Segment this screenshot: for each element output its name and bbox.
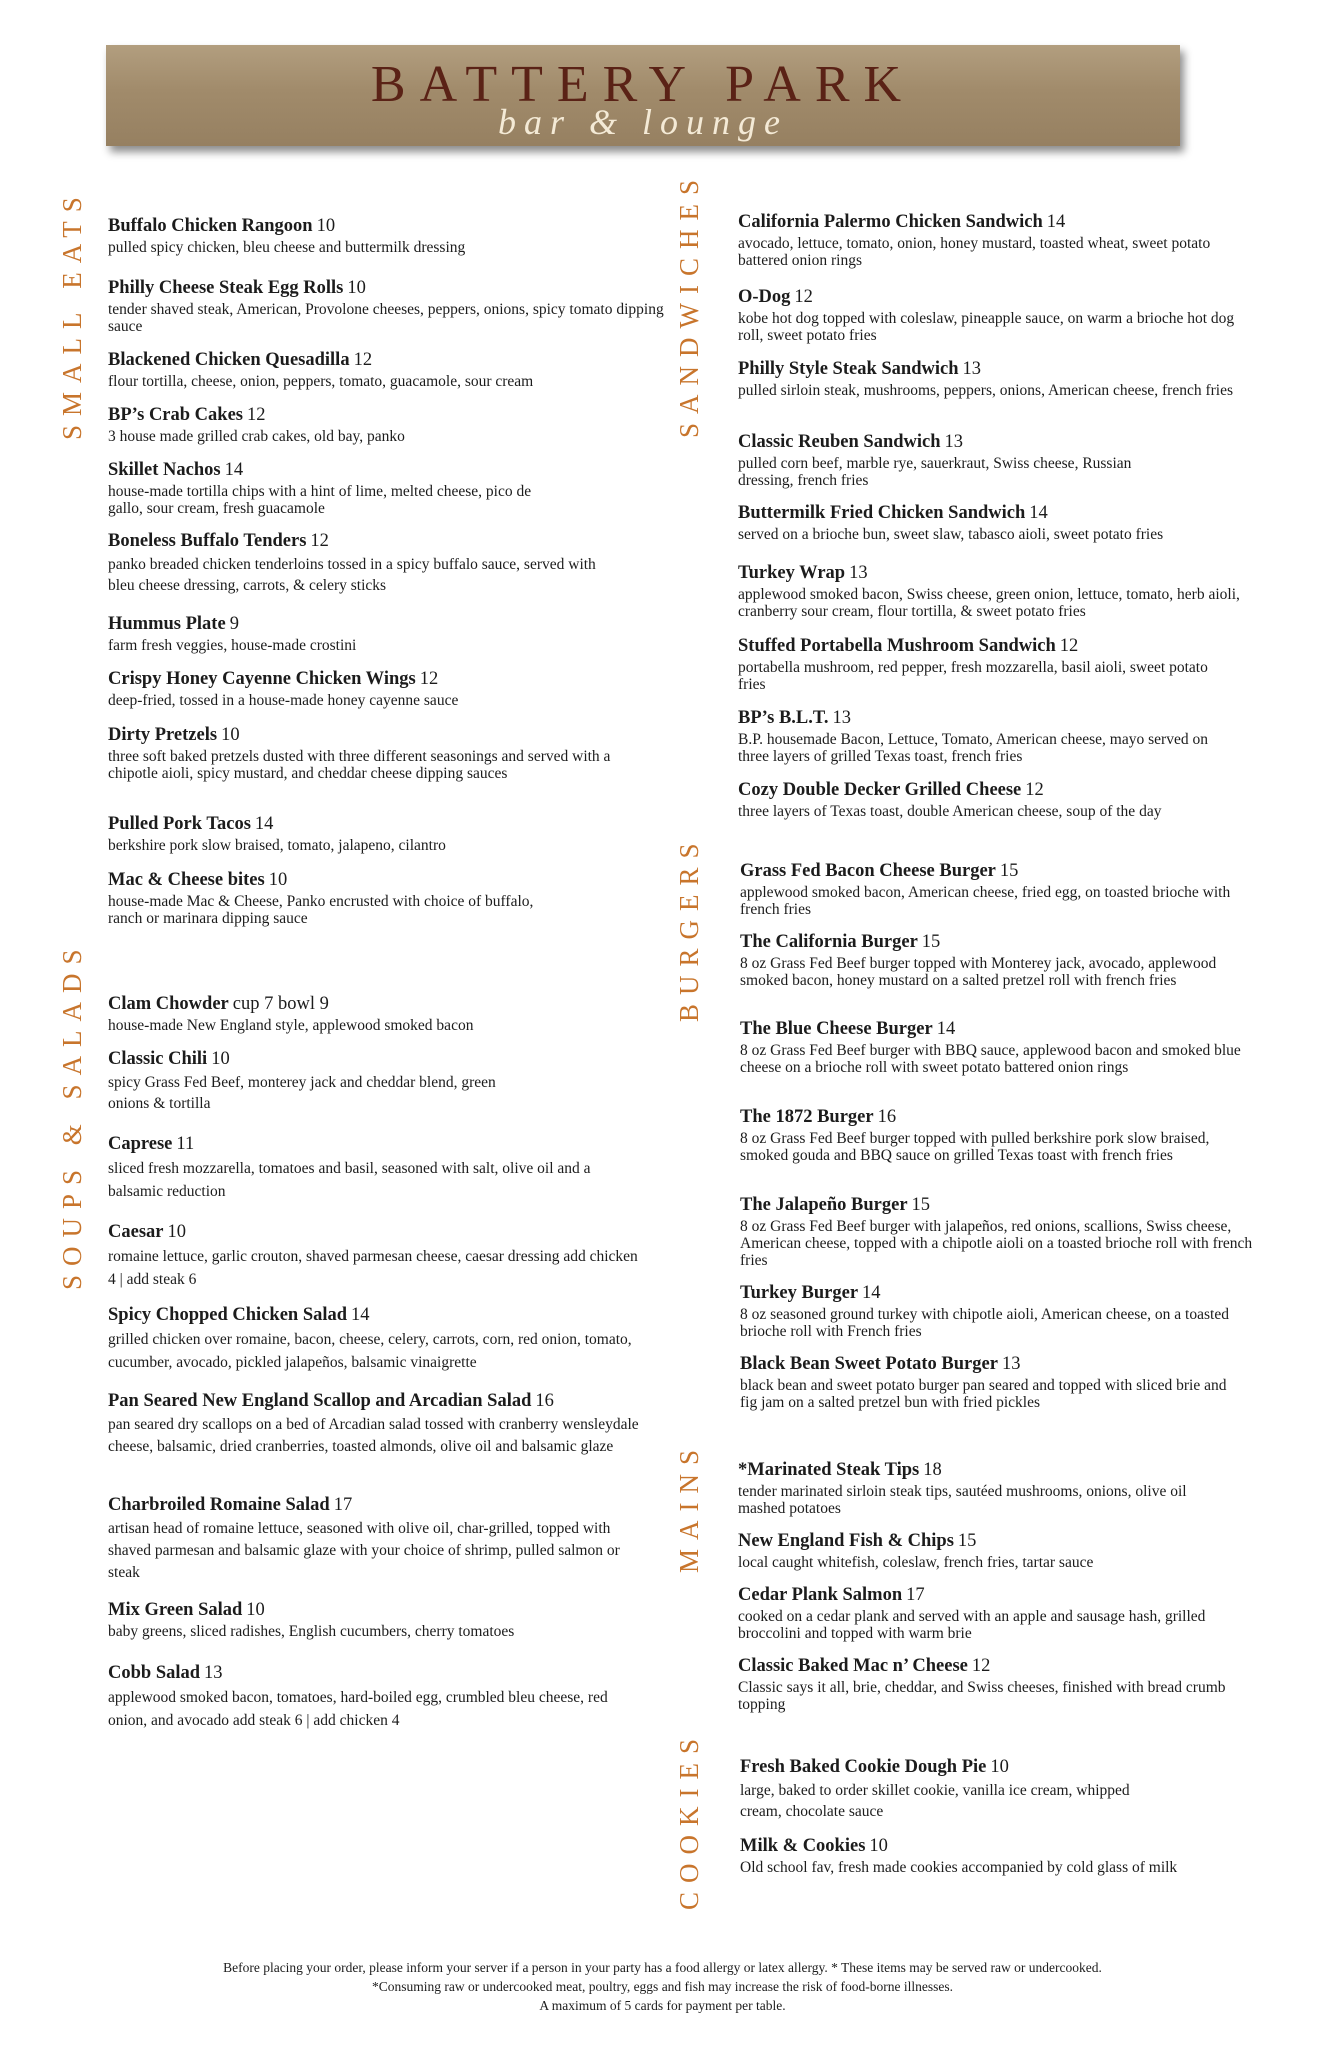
item-description: house-made Mac & Cheese, Panko encrusted with choice of buffalo, ranch or marinara dipping sauce (108, 893, 534, 927)
item-description: berkshire pork slow braised, tomato, jalapeno, cilantro (108, 837, 446, 854)
item-name: Classic Baked Mac n’ Cheese (738, 1656, 968, 1676)
menu-item (108, 1391, 668, 1458)
item-name: Spicy Chopped Chicken Salad (108, 1305, 348, 1325)
menu-item (740, 1195, 1270, 1269)
item-price: 14 (936, 1019, 956, 1039)
menu-item (738, 708, 1268, 765)
item-description: panko breaded chicken tenderloins tossed in a spicy buffalo sauce, served with bleu cheese dressing, carrots, & celery sticks (108, 556, 596, 594)
item-description: cooked on a cedar plank and served with an apple and sausage hash, grilled broccolini and topped with warm brie (738, 1608, 1206, 1642)
menu-item (108, 1049, 668, 1114)
item-price: 9 (229, 614, 239, 634)
menu-item (108, 1600, 668, 1640)
item-price: 12 (310, 531, 329, 551)
item-name: Milk & Cookies (740, 1836, 866, 1856)
item-price: 12 (794, 287, 813, 307)
menu-item (740, 861, 1270, 918)
item-description: kobe hot dog topped with coleslaw, pineapple sauce, on warm a brioche hot dog roll, sweet potato fries (738, 310, 1235, 344)
menu-item (740, 1354, 1270, 1411)
item-name: Skillet Nachos (108, 460, 221, 480)
menu-item (740, 1757, 1270, 1822)
item-price: 15 (999, 861, 1019, 881)
item-description: pulled sirloin steak, mushrooms, peppers, onions, American cheese, french fries (738, 382, 1234, 399)
menu-item (738, 359, 1268, 399)
item-price: 12 (971, 1656, 991, 1676)
item-price-options: cup 7 bowl 9 (232, 994, 329, 1014)
restaurant-name: BATTERY PARK (370, 56, 916, 113)
item-description: romaine lettuce, garlic crouton, shaved parmesan cheese, caesar dressing add chicken 4 | add steak 6 (108, 1248, 638, 1288)
item-price: 10 (221, 725, 240, 745)
item-description: portabella mushroom, red pepper, fresh mozzarella, basil aioli, sweet potato fries (738, 659, 1208, 693)
item-description: house-made New England style, applewood smoked bacon (108, 1017, 474, 1034)
item-name: Caesar (108, 1222, 164, 1242)
menu-item (108, 1222, 668, 1291)
item-name: Dirty Pretzels (108, 725, 218, 745)
item-description: Classic says it all, brie, cheddar, and Swiss cheeses, finished with bread crumb topping (738, 1679, 1226, 1713)
item-name: Blackened Chicken Quesadilla (108, 350, 350, 370)
item-price: 11 (176, 1134, 195, 1154)
item-name: Stuffed Portabella Mushroom Sandwich (738, 636, 1056, 656)
section-label-burgers: BURGERS (674, 834, 704, 1022)
menu-item (738, 1585, 1268, 1642)
item-name: Mac & Cheese bites (108, 870, 265, 890)
item-price: 13 (849, 563, 868, 583)
menu-item (738, 1531, 1268, 1571)
menu-item (108, 1305, 668, 1374)
menu-item (738, 563, 1268, 620)
item-description: house-made tortilla chips with a hint of lime, melted cheese, pico de gallo, sour cream, fresh guacamole (108, 483, 532, 517)
item-name: The 1872 Burger (740, 1107, 874, 1127)
item-price: 14 (224, 460, 244, 480)
menu-item (108, 1495, 668, 1584)
menu-item (108, 216, 668, 256)
item-price: 14 (254, 814, 274, 834)
menu-item (108, 1663, 668, 1732)
menu-item (108, 994, 668, 1034)
item-description: 8 oz Grass Fed Beef burger topped with Monterey jack, avocado, applewood smoked bacon, honey mustard on a salted pretzel roll with french fries (740, 955, 1217, 989)
item-price: 12 (353, 350, 373, 370)
item-name: O-Dog (738, 287, 791, 307)
item-name: Cedar Plank Salmon (738, 1585, 903, 1605)
allergy-disclaimer (0, 1958, 1325, 2015)
item-price: 14 (862, 1283, 881, 1303)
item-name: The Blue Cheese Burger (740, 1019, 933, 1039)
item-description: served on a brioche bun, sweet slaw, tabasco aioli, sweet potato fries (738, 526, 1164, 543)
item-description: artisan head of romaine lettuce, seasoned with olive oil, char-grilled, topped with shaved parmesan and balsamic glaze with your choice of shrimp, pulled salmon or steak (108, 1520, 620, 1581)
item-name: Turkey Wrap (738, 563, 846, 583)
menu-item (108, 278, 668, 335)
menu-item (108, 725, 668, 782)
item-name: Charbroiled Romaine Salad (108, 1495, 330, 1515)
item-name: Pulled Pork Tacos (108, 814, 251, 834)
menu-item (740, 1019, 1270, 1076)
menu-item (108, 614, 668, 654)
item-price: 12 (1059, 636, 1079, 656)
item-price: 12 (419, 669, 439, 689)
item-description: large, baked to order skillet cookie, vanilla ice cream, whipped cream, chocolate sauce (740, 1782, 1130, 1820)
disclaimer-line-1: Before placing your order, please inform your server if a person in your party has a food allergy or latex allergy. * These items may be served raw or undercooked. (223, 1960, 1102, 1975)
item-price: 12 (246, 405, 266, 425)
item-description: applewood smoked bacon, American cheese, fried egg, on toasted brioche with french fries (740, 884, 1231, 918)
restaurant-subtitle: bar & lounge (498, 102, 788, 142)
item-description: sliced fresh mozzarella, tomatoes and basil, seasoned with salt, olive oil and a balsamic reduction (108, 1160, 591, 1200)
item-description: grilled chicken over romaine, bacon, cheese, celery, carrots, corn, red onion, tomato, cucumber, avocado, pickled jalapeños, balsamic vinaigrette (108, 1331, 632, 1371)
menu-item (738, 1460, 1268, 1517)
item-description: 3 house made grilled crab cakes, old bay, panko (108, 428, 405, 445)
item-description: three soft baked pretzels dusted with three different seasonings and served with a chipotle aioli, spicy mustard, and cheddar cheese dipping sauces (108, 748, 611, 782)
item-price: 10 (990, 1757, 1009, 1777)
item-name: Crispy Honey Cayenne Chicken Wings (108, 669, 416, 689)
menu-item (740, 1836, 1270, 1876)
item-name: Hummus Plate (108, 614, 226, 634)
item-name: Turkey Burger (740, 1283, 859, 1303)
menu-item (108, 460, 668, 517)
item-name: New England Fish & Chips (738, 1531, 954, 1551)
item-description: black bean and sweet potato burger pan seared and topped with sliced brie and fig jam on a salted pretzel bun with fried pickles (740, 1377, 1227, 1411)
disclaimer-line-2: *Consuming raw or undercooked meat, poultry, eggs and fish may increase the risk of food-borne illnesses. (372, 1979, 953, 1994)
item-description: applewood smoked bacon, tomatoes, hard-boiled egg, crumbled bleu cheese, red onion, and avocado add steak 6 | add chicken 4 (108, 1689, 608, 1729)
item-description: deep-fried, tossed in a house-made honey cayenne sauce (108, 692, 459, 709)
item-price: 13 (832, 708, 851, 728)
item-price: 14 (351, 1305, 370, 1325)
item-name: Philly Style Steak Sandwich (738, 359, 959, 379)
item-price: 15 (921, 932, 941, 952)
item-description: local caught whitefish, coleslaw, french fries, tartar sauce (738, 1554, 1094, 1571)
item-price: 10 (246, 1600, 265, 1620)
menu-item (108, 814, 668, 854)
item-description: tender shaved steak, American, Provolone cheeses, peppers, onions, spicy tomato dipping sauce (108, 301, 664, 335)
item-price: 13 (962, 359, 982, 379)
section-label-sandwiches: SANDWICHES (674, 170, 704, 438)
menu-item (108, 669, 668, 709)
item-price: 18 (923, 1460, 942, 1480)
item-description: three layers of Texas toast, double American cheese, soup of the day (738, 803, 1162, 820)
item-name: Classic Reuben Sandwich (738, 432, 941, 452)
item-price: 17 (906, 1585, 925, 1605)
item-name: Buttermilk Fried Chicken Sandwich (738, 503, 1026, 523)
menu-item (108, 1134, 668, 1203)
item-description: 8 oz Grass Fed Beef burger with jalapeños, red onions, scallions, Swiss cheese, American cheese, topped with a chipotle aioli on a toasted brioche roll with french fries (740, 1218, 1253, 1269)
item-description: pulled spicy chicken, bleu cheese and buttermilk dressing (108, 239, 466, 256)
item-name: The California Burger (740, 932, 918, 952)
menu-item (108, 870, 668, 927)
item-price: 13 (1001, 1354, 1021, 1374)
item-price: 17 (333, 1495, 353, 1515)
header-banner (106, 45, 1180, 146)
item-price: 14 (1029, 503, 1048, 523)
item-description: 8 oz Grass Fed Beef burger topped with pulled berkshire pork slow braised, smoked gouda and BBQ sauce on grilled Texas toast with french fries (740, 1130, 1210, 1164)
menu-item (740, 1283, 1270, 1340)
item-description: baby greens, sliced radishes, English cucumbers, cherry tomatoes (108, 1623, 515, 1640)
menu-item (108, 350, 668, 390)
item-price: 13 (204, 1663, 223, 1683)
item-description: tender marinated sirloin steak tips, sautéed mushrooms, onions, olive oil mashed potatoes (738, 1483, 1187, 1517)
item-price: 10 (211, 1049, 230, 1069)
item-description: B.P. housemade Bacon, Lettuce, Tomato, American cheese, mayo served on three layers of grilled Texas toast, french fries (738, 731, 1208, 765)
item-price: 16 (877, 1107, 897, 1127)
menu-item (738, 212, 1268, 269)
section-label-cookies: COOKIES (674, 1729, 704, 1910)
item-name: Philly Cheese Steak Egg Rolls (108, 278, 344, 298)
item-name: Cobb Salad (108, 1663, 201, 1683)
item-price: 16 (535, 1391, 554, 1411)
item-price: 10 (268, 870, 288, 890)
item-price: 13 (944, 432, 964, 452)
item-price: 15 (957, 1531, 977, 1551)
item-description: flour tortilla, cheese, onion, peppers, tomato, guacamole, sour cream (108, 373, 534, 390)
menu-item (738, 287, 1268, 344)
section-label-small-eats: SMALL EATS (57, 188, 87, 440)
item-name: Fresh Baked Cookie Dough Pie (740, 1757, 987, 1777)
section-label-mains: MAINS (674, 1440, 704, 1573)
item-name: Clam Chowder (108, 994, 229, 1014)
section-label-soups-salads: SOUPS & SALADS (57, 940, 87, 1290)
item-name: Black Bean Sweet Potato Burger (740, 1354, 998, 1374)
item-price: 15 (911, 1195, 931, 1215)
item-name: Mix Green Salad (108, 1600, 243, 1620)
item-name: Classic Chili (108, 1049, 208, 1069)
menu-item (740, 932, 1270, 989)
item-price: 10 (167, 1222, 186, 1242)
item-price: 10 (316, 216, 336, 236)
menu-item (738, 780, 1268, 820)
disclaimer-line-3: A maximum of 5 cards for payment per table. (539, 1998, 786, 2013)
item-name: Buffalo Chicken Rangoon (108, 216, 313, 236)
menu-item (738, 432, 1268, 489)
item-name: Cozy Double Decker Grilled Cheese (738, 780, 1022, 800)
item-price: 12 (1025, 780, 1044, 800)
item-description: pulled corn beef, marble rye, sauerkraut, Swiss cheese, Russian dressing, french fries (738, 455, 1132, 489)
item-description: farm fresh veggies, house-made crostini (108, 637, 357, 654)
item-price: 10 (347, 278, 366, 298)
item-price: 14 (1046, 212, 1066, 232)
item-price: 10 (869, 1836, 888, 1856)
menu-item (740, 1107, 1270, 1164)
item-name: Caprese (108, 1134, 173, 1154)
menu-item (108, 405, 668, 445)
item-description: applewood smoked bacon, Swiss cheese, green onion, lettuce, tomato, herb aioli, cranberry sour cream, flour tortilla, & sweet potato fries (738, 586, 1240, 620)
item-description: Old school fav, fresh made cookies accompanied by cold glass of milk (740, 1859, 1178, 1876)
item-name: BP’s Crab Cakes (108, 405, 243, 425)
item-name: Boneless Buffalo Tenders (108, 531, 307, 551)
item-name: BP’s B.L.T. (738, 708, 829, 728)
item-name: The Jalapeño Burger (740, 1195, 908, 1215)
item-name: Pan Seared New England Scallop and Arcadian Salad (108, 1391, 532, 1411)
item-description: avocado, lettuce, tomato, onion, honey mustard, toasted wheat, sweet potato battered onion rings (738, 235, 1211, 269)
item-description: 8 oz Grass Fed Beef burger with BBQ sauce, applewood bacon and smoked blue cheese on a brioche roll with sweet potato battered onion rings (740, 1042, 1241, 1076)
item-description: spicy Grass Fed Beef, monterey jack and cheddar blend, green onions & tortilla (108, 1074, 496, 1112)
item-name: Grass Fed Bacon Cheese Burger (740, 861, 996, 881)
item-name: California Palermo Chicken Sandwich (738, 212, 1043, 232)
menu-item (108, 531, 668, 596)
item-name: *Marinated Steak Tips (738, 1460, 920, 1480)
menu-item (738, 1656, 1268, 1713)
item-description: 8 oz seasoned ground turkey with chipotle aioli, American cheese, on a toasted brioche roll with French fries (740, 1306, 1229, 1340)
item-description: pan seared dry scallops on a bed of Arcadian salad tossed with cranberry wensleydale cheese, balsamic, dried cranberries, toasted almonds, olive oil and balsamic glaze (108, 1416, 639, 1455)
menu-item (738, 503, 1268, 543)
menu-item (738, 636, 1268, 693)
